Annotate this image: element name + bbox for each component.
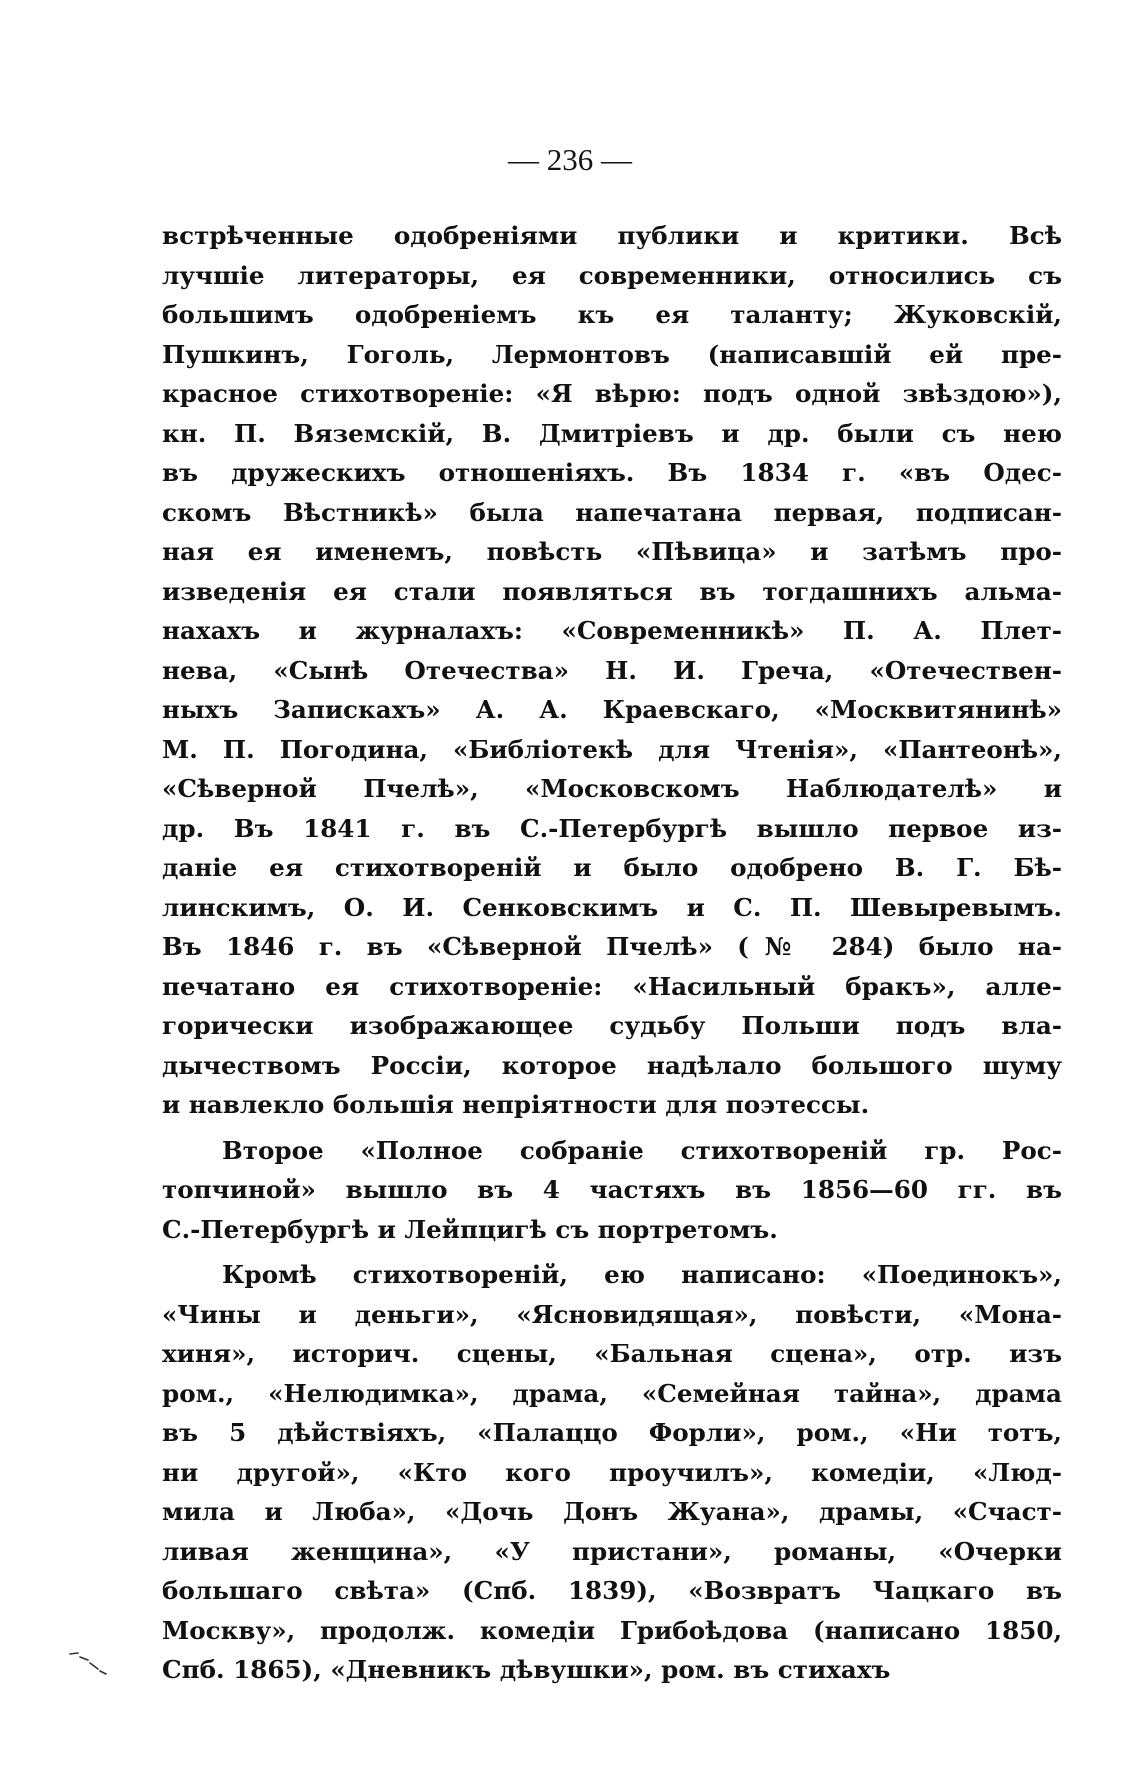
paragraph [162,1131,1062,1250]
text-line: нева, «Сынѣ Отечества» Н. И. Греча, «Отечествен- [162,655,1062,685]
text-line: Кромѣ стихотвореній, ею написано: «Поединокъ», [222,1260,1062,1289]
text-line: кн. П. Вяземскій, В. Дмитріевъ и др. были съ нею [162,418,1062,448]
text-line: С.-Петербургѣ и Лейпцигѣ съ портретомъ. [162,1214,778,1244]
text-line: ная ея именемъ, повѣсть «Пѣвица» и затѣмъ про- [162,537,1062,566]
text-line: ныхъ Запискахъ» А. А. Краевскаго, «Москвитянинѣ» [162,695,1062,724]
scan-artifact-mark [68,1648,108,1676]
text-line: горически изображающее судьбу Польши подъ вла- [162,1011,1062,1040]
text-line: «Чины и деньги», «Ясновидящая», повѣсти, «Мона- [162,1299,1062,1329]
text-line: красное стихотвореніе: «Я вѣрю: подъ одной звѣздою»), [162,379,1062,408]
text-line: встрѣченные одобреніями публики и критики. Всѣ [162,221,1062,250]
text-line: ни другой», «Кто кого проучилъ», комедіи, «Люд- [162,1457,1062,1487]
text-line: скомъ Вѣстникѣ» была напечатана первая, подписан- [162,497,1062,527]
text-line: топчиной» вышло въ 4 частяхъ въ 1856—60 гг. въ [162,1175,1062,1204]
text-line: Пушкинъ, Гоголь, Лермонтовъ (написавшій ей пре- [162,339,1062,369]
text-line: даніе ея стихотвореній и было одобрено В. Г. Бѣ- [162,853,1062,882]
text-line: линскимъ, О. И. Сенковскимъ и С. П. Шевыревымъ. [162,892,1062,922]
text-line: Спб. 1865), «Дневникъ дѣвушки», ром. въ стихахъ [162,1655,891,1684]
text-line: Москву», продолж. комедіи Грибоѣдова (написано 1850, [162,1615,1062,1645]
text-line: въ дружескихъ отношеніяхъ. Въ 1834 г. «въ Одес- [162,458,1062,487]
text-line: и навлекло большія непріятности для поэтессы. [162,1090,870,1119]
text-line: М. П. Погодина, «Библіотекѣ для Чтенія», «Пантеонѣ», [162,734,1062,764]
paragraph [162,1255,1062,1690]
text-line: большаго свѣта» (Спб. 1839), «Возвратъ Чацкаго въ [162,1576,1062,1605]
text-line: ливая женщина», «У пристани», романы, «Очерки [162,1536,1062,1566]
text-line: большимъ одобреніемъ къ ея таланту; Жуковскій, [162,300,1062,329]
text-line: въ 5 дѣйствіяхъ, «Палаццо Форли», ром., «Ни тотъ, [162,1418,1062,1447]
text-line: изведенія ея стали появляться въ тогдашнихъ альма- [162,576,1062,606]
text-line: хиня», историч. сцены, «Бальная сцена», отр. изъ [162,1339,1062,1368]
text-line: Второе «Полное собраніе стихотвореній гр. Рос- [222,1135,1062,1165]
text-line: нахахъ и журналахъ: «Современникѣ» П. А. Плет- [162,616,1062,645]
text-line: ром., «Нелюдимка», драма, «Семейная тайна», драма [162,1378,1062,1408]
text-line: печатано ея стихотвореніе: «Насильный бракъ», алле- [162,971,1062,1001]
text-line: лучшіе литераторы, ея современники, относились съ [162,260,1062,290]
text-line: дычествомъ Россіи, которое надѣлало большого шуму [162,1050,1062,1080]
body-text [162,216,1062,1690]
text-line: «Сѣверной Пчелѣ», «Московскомъ Наблюдателѣ» и [162,774,1062,803]
text-line: Въ 1846 г. въ «Сѣверной Пчелѣ» (№ 284) было на- [162,932,1062,961]
paragraph [162,216,1062,1125]
page-number: — 236 — [508,142,632,177]
text-line: др. Въ 1841 г. въ С.-Петербургѣ вышло первое из- [162,813,1062,843]
text-line: мила и Люба», «Дочь Донъ Жуана», драмы, «Счаст- [162,1497,1062,1526]
